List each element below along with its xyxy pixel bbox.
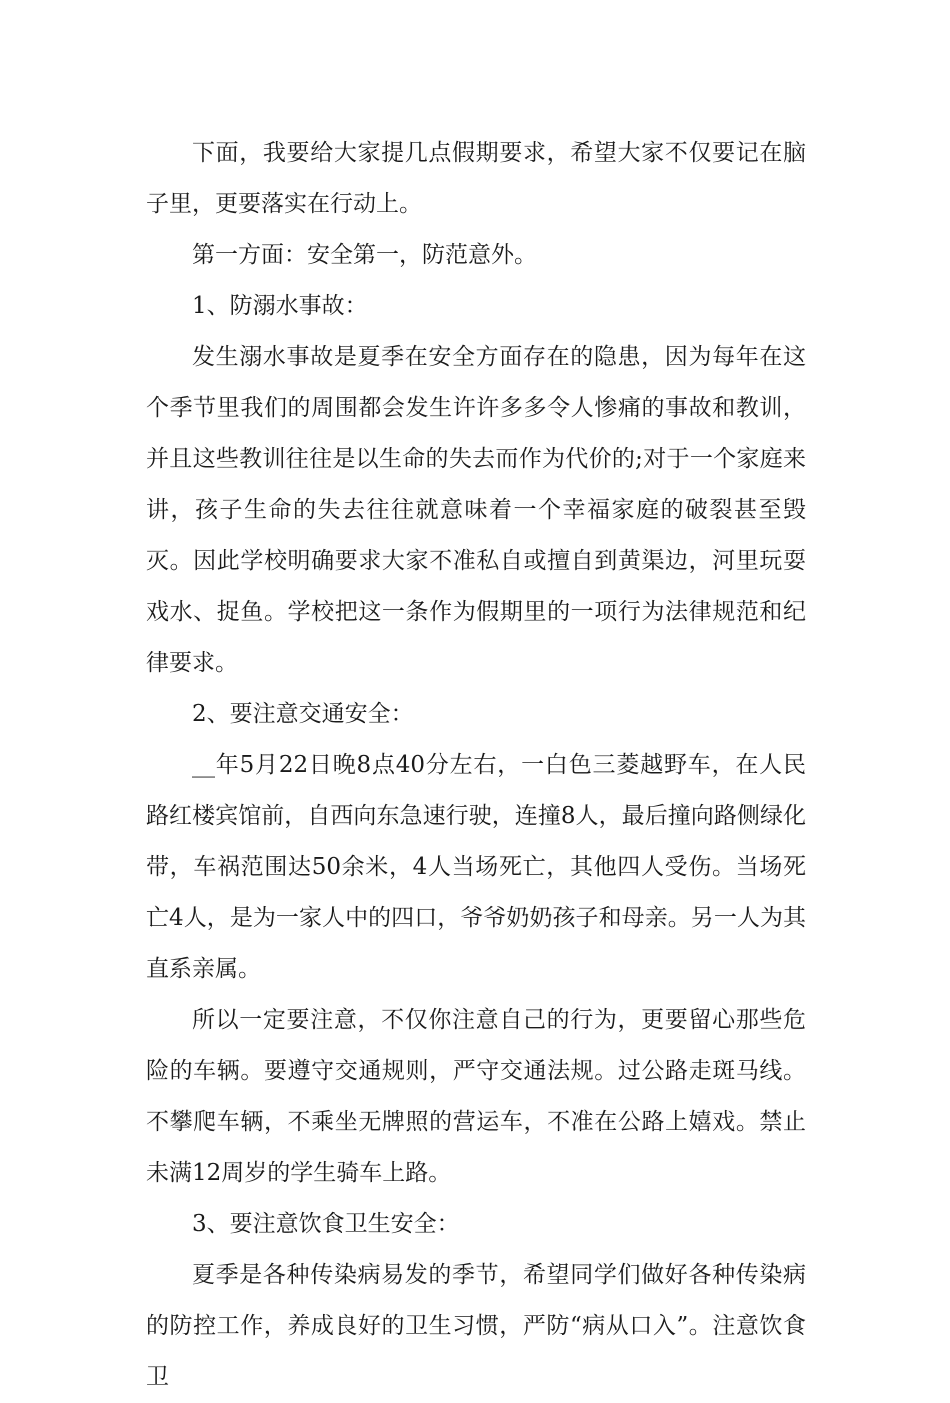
heading-food-hygiene: 3、要注意饮食卫生安全： <box>192 1211 460 1237</box>
heading-safety-first: 第一方面：安全第一，防范意外。 <box>192 242 537 268</box>
heading-traffic-safety: 2、要注意交通安全： <box>192 701 414 727</box>
paragraph-traffic-accident: __年5月22日晚8点40分左右，一白色三菱越野车，在人民路红楼宾馆前，自西向东急速行驶，连撞8人，最后撞向路侧绿化带，车祸范围达50余米，4人当场死亡，其他四人受伤。当场死亡4人，是为一家人中的四口，爷爷奶奶孩子和母亲。另一人为其直系亲属。 <box>146 752 806 982</box>
paragraph-food-hygiene: 夏季是各种传染病易发的季节，希望同学们做好各种传染病的防控工作，养成良好的卫生习惯，严防“病从口入”。注意饮食卫 <box>146 1262 806 1390</box>
document-body <box>146 128 806 1403</box>
paragraph-holiday-requirements: 下面，我要给大家提几点假期要求，希望大家不仅要记在脑子里，更要落实在行动上。 <box>146 140 806 217</box>
paragraph-traffic-rules: 所以一定要注意，不仅你注意自己的行为，更要留心那些危险的车辆。要遵守交通规则，严守交通法规。过公路走斑马线。不攀爬车辆，不乘坐无牌照的营运车，不准在公路上嬉戏。禁止未满12周岁的学生骑车上路。 <box>146 1007 806 1186</box>
heading-drowning-prevention: 1、防溺水事故： <box>192 293 368 319</box>
paragraph-drowning: 发生溺水事故是夏季在安全方面存在的隐患，因为每年在这个季节里我们的周围都会发生许许多多令人惨痛的事故和教训，并且这些教训往往是以生命的失去而作为代价的;对于一个家庭来讲，孩子生命的失去往往就意味着一个幸福家庭的破裂甚至毁灭。因此学校明确要求大家不准私自或擅自到黄渠边，河里玩耍戏水、捉鱼。学校把这一条作为假期里的一项行为法律规范和纪律要求。 <box>146 344 806 676</box>
